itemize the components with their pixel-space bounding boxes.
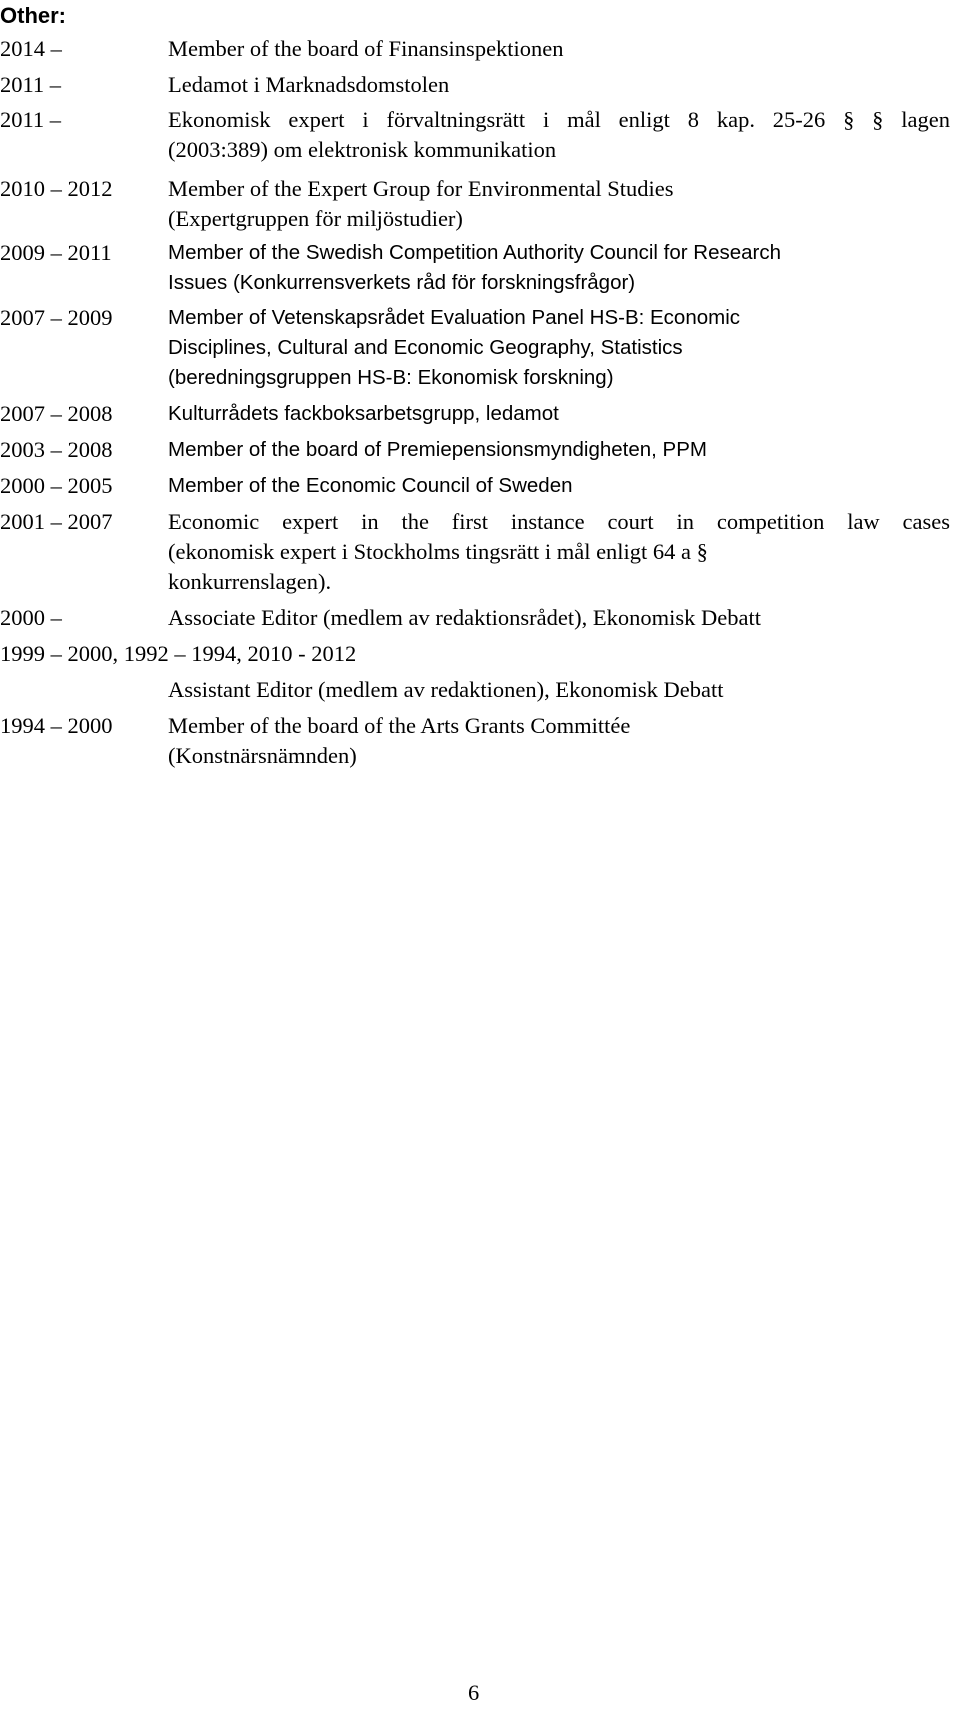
entry-line: Member of the Expert Group for Environmental Studies: [168, 176, 674, 201]
page-number: 6: [468, 1680, 480, 1705]
entry-description: [168, 303, 950, 393]
entry-date: 2010 – 2012: [0, 176, 113, 201]
entry-line: Member of the board of Finansinspektionen: [168, 36, 564, 61]
entry-date: 1994 – 2000: [0, 713, 113, 738]
section-heading: Other:: [0, 3, 66, 28]
entry-description: [168, 399, 950, 429]
entry-description: [168, 34, 950, 64]
entry-line: Member of Vetenskapsrådet Evaluation Panel HS-B: Economic: [168, 306, 741, 329]
entry-date: 2011 –: [0, 107, 62, 132]
entry-description: [168, 603, 950, 633]
entry-date: 2011 –: [0, 72, 62, 97]
entry-description: [168, 238, 950, 298]
entry-line: Member of the Swedish Competition Authority Council for Research: [168, 241, 782, 264]
entry-line: Ledamot i Marknadsdomstolen: [168, 72, 450, 97]
entry-description: [168, 105, 950, 165]
entry-date: 2007 – 2009: [0, 305, 113, 330]
entry-description: [168, 675, 950, 705]
entry-line: Associate Editor (medlem av redaktionsrådet), Ekonomisk Debatt: [168, 605, 761, 630]
entry-line: (ekonomisk expert i Stockholms tingsrätt i mål enligt 64 a §: [168, 539, 708, 564]
entry-description: [168, 711, 950, 771]
entry-date: 2014 –: [0, 36, 62, 61]
entry-line: Member of the Economic Council of Sweden: [168, 474, 573, 497]
entry-description: [168, 507, 950, 597]
entry-line: (beredningsgruppen HS-B: Ekonomisk forskning): [168, 366, 614, 389]
entry-line: Assistant Editor (medlem av redaktionen), Ekonomisk Debatt: [168, 677, 724, 702]
entry-line: (Expertgruppen för miljöstudier): [168, 206, 463, 231]
entry-line: (2003:389) om elektronisk kommunikation: [168, 137, 557, 162]
entry-line: Issues (Konkurrensverkets råd för forskningsfrågor): [168, 271, 636, 294]
entry-date: 2009 – 2011: [0, 240, 112, 265]
entry-line: Disciplines, Cultural and Economic Geography, Statistics: [168, 336, 683, 359]
entry-line: konkurrenslagen).: [168, 569, 332, 594]
entry-description: [168, 471, 950, 501]
entry-line: Economic expert in the first instance court in competition law cases: [168, 509, 950, 534]
entry-line: Member of the board of Premiepensionsmyndigheten, PPM: [168, 438, 707, 461]
entry-date: 2000 – 2005: [0, 473, 113, 498]
entry-description: [168, 435, 950, 465]
entry-line: Member of the board of the Arts Grants Committée: [168, 713, 631, 738]
entry-date: 2003 – 2008: [0, 437, 113, 462]
entry-date: 2000 –: [0, 605, 62, 630]
entry-line: Kulturrådets fackboksarbetsgrupp, ledamot: [168, 402, 559, 425]
entry-description: [168, 70, 950, 100]
entry-line: (Konstnärsnämnden): [168, 743, 357, 768]
entry-date: 1999 – 2000, 1992 – 1994, 2010 - 2012: [0, 641, 357, 666]
entry-description: [168, 174, 950, 234]
entry-date: 2007 – 2008: [0, 401, 113, 426]
entry-date: 2001 – 2007: [0, 509, 113, 534]
entry-line: Ekonomisk expert i förvaltningsrätt i mål enligt 8 kap. 25-26 § § lagen: [168, 107, 950, 132]
